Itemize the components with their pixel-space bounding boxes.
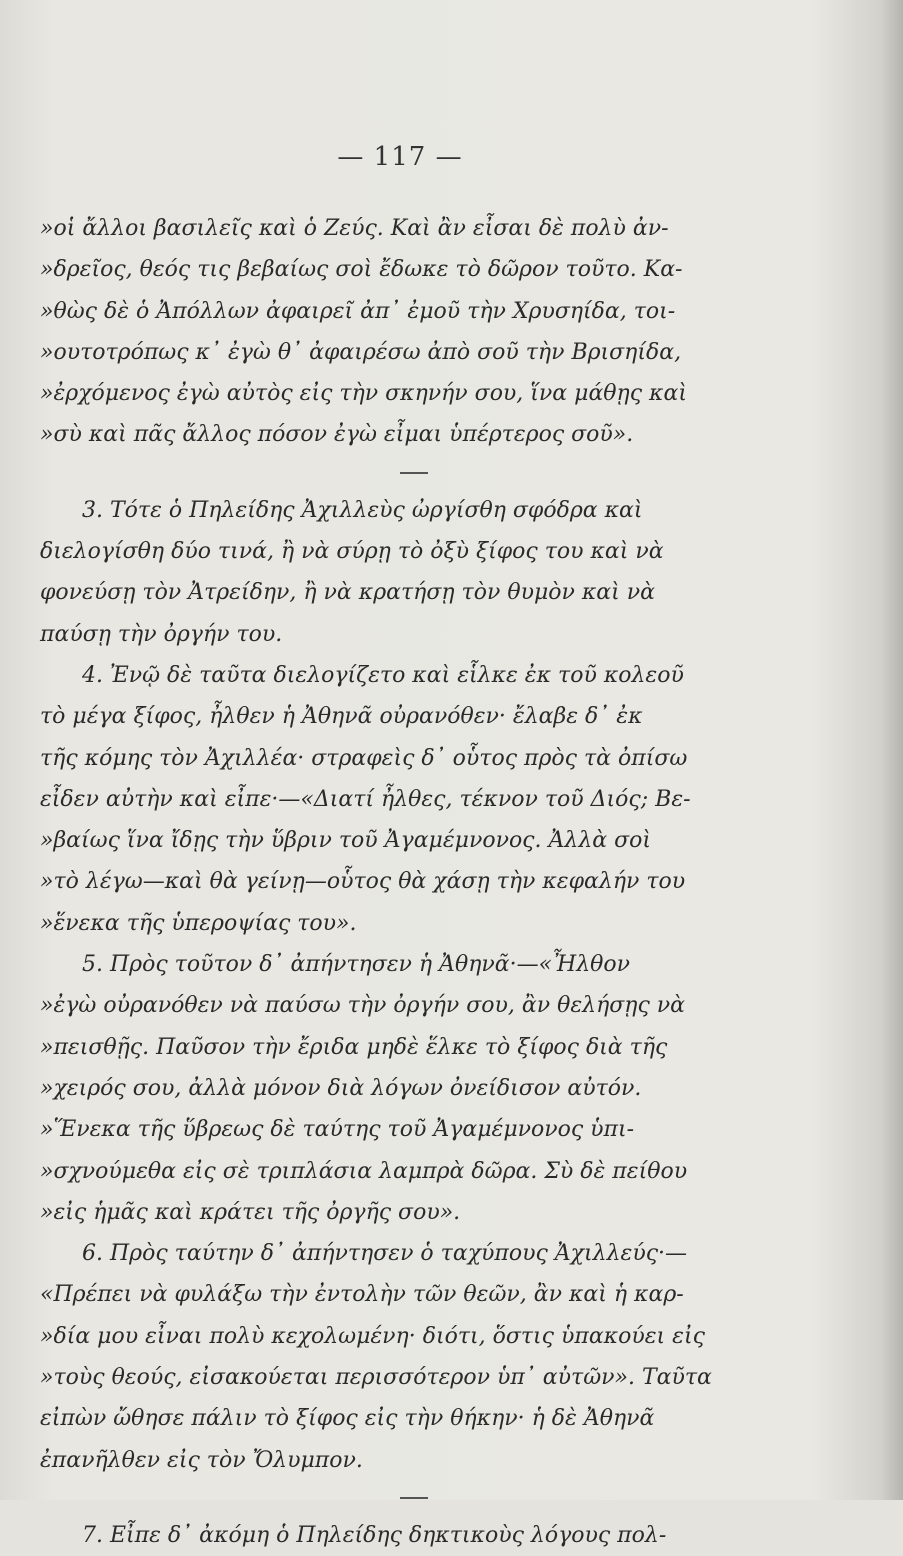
text-line: »σχνούμεθα εἰς σὲ τριπλάσια λαμπρὰ δῶρα. Σὺ δὲ πείθου — [40, 1158, 688, 1184]
text-line: ἐπανῆλθεν εἰς τὸν Ὄλυμπον. — [40, 1447, 363, 1473]
text-line: »ἕνεκα τῆς ὑπεροψίας του». — [40, 910, 357, 936]
text-line: »τὸ λέγω—καὶ θὰ γείνῃ—οὗτος θὰ χάσῃ τὴν κεφαλήν του — [40, 869, 686, 895]
text-line: »βαίως ἵνα ἴδῃς τὴν ὕβριν τοῦ Ἀγαμέμνονος. Ἀλλὰ σοὶ — [40, 828, 652, 854]
text-line: »δρεῖος, θεός τις βεβαίως σοὶ ἔδωκε τὸ δῶρον τοῦτο. Κα- — [40, 257, 683, 283]
text-line: 5. Πρὸς τοῦτον δ᾽ ἀπήντησεν ἡ Ἀθηνᾶ·—«Ἦλθον — [82, 952, 631, 978]
text-line: »εἰς ἡμᾶς καὶ κράτει τῆς ὀργῆς σου». — [40, 1199, 461, 1225]
text-line: »θὼς δὲ ὁ Ἀπόλλων ἀφαιρεῖ ἀπ᾽ ἐμοῦ τὴν Χρυσηίδα, τοι- — [40, 298, 676, 324]
text-line: εἰπὼν ὤθησε πάλιν τὸ ξίφος εἰς τὴν θήκην· ἡ δὲ Ἀθηνᾶ — [40, 1406, 655, 1432]
text-line: »ἐρχόμενος ἐγὼ αὐτὸς εἰς τὴν σκηνήν σου, ἵνα μάθῃς καὶ — [40, 381, 687, 407]
text-line: 4. Ἐνῷ δὲ ταῦτα διελογίζετο καὶ εἷλκε ἐκ τοῦ κολεοῦ — [82, 662, 684, 688]
text-line: »δία μου εἶναι πολὺ κεχολωμένη· διότι, ὅστις ὑπακούει εἰς — [40, 1323, 705, 1349]
text-line: τὸ μέγα ξίφος, ἦλθεν ἡ Ἀθηνᾶ οὐρανόθεν· ἔλαβε δ᾽ ἐκ — [40, 704, 643, 730]
page-edge-shadow — [881, 0, 903, 1500]
page-number: — 117 — — [337, 142, 463, 172]
page-body — [40, 208, 760, 1556]
text-line: »Ἕνεκα τῆς ὕβρεως δὲ ταύτης τοῦ Ἀγαμέμνονος ὑπι- — [40, 1117, 635, 1143]
paragraph-speech-end — [40, 208, 760, 456]
text-line: »πεισθῇς. Παῦσον τὴν ἔριδα μηδὲ ἕλκε τὸ ξίφος διὰ τῆς — [40, 1034, 668, 1060]
paragraphs-3-to-6 — [40, 490, 760, 1481]
text-line: »ουτοτρόπως κ᾽ ἐγὼ θ᾽ ἀφαιρέσω ἀπὸ σοῦ τὴν Βρισηίδα, — [40, 339, 682, 365]
text-line: εἶδεν αὐτὴν καὶ εἶπε·—«Διατί ἦλθες, τέκνον τοῦ Διός; Βε- — [40, 786, 691, 812]
text-line: »ἐγὼ οὐρανόθεν νὰ παύσω τὴν ὀργήν σου, ἂν θελήσῃς νὰ — [40, 993, 686, 1019]
section-separator — [40, 1481, 760, 1515]
text-line: 7. Εἶπε δ᾽ ἀκόμη ὁ Πηλείδης δηκτικοὺς λόγους πολ- — [82, 1522, 667, 1548]
text-line: »χειρός σου, ἀλλὰ μόνον διὰ λόγων ὀνείδισον αὐτόν. — [40, 1075, 642, 1101]
text-line: 6. Πρὸς ταύτην δ᾽ ἀπήντησεν ὁ ταχύπους Ἀχιλλεύς·— — [82, 1241, 688, 1267]
text-line: »οἱ ἄλλοι βασιλεῖς καὶ ὁ Ζεύς. Καὶ ἂν εἶσαι δὲ πολὺ ἀν- — [40, 216, 669, 241]
text-line: παύσῃ τὴν ὀργήν του. — [40, 621, 283, 647]
text-line: διελογίσθη δύο τινά, ἢ νὰ σύρῃ τὸ ὀξὺ ξίφος του καὶ νὰ — [40, 539, 664, 565]
text-line: τῆς κόμης τὸν Ἀχιλλέα· στραφεὶς δ᾽ οὗτος πρὸς τὰ ὀπίσω — [40, 745, 688, 771]
text-line: »τοὺς θεούς, εἰσακούεται περισσότερον ὑπ᾽ αὐτῶν». Ταῦτα — [40, 1365, 712, 1391]
text-line: φονεύσῃ τὸν Ἀτρείδην, ἢ νὰ κρατήσῃ τὸν θυμὸν καὶ νὰ — [40, 580, 655, 606]
section-separator — [40, 456, 760, 490]
text-line: 3. Τότε ὁ Πηλείδης Ἀχιλλεὺς ὠργίσθη σφόδρα καὶ — [82, 497, 643, 523]
paragraph-7-start — [40, 1515, 760, 1556]
text-line: »σὺ καὶ πᾶς ἄλλος πόσον ἐγὼ εἶμαι ὑπέρτερος σοῦ». — [40, 422, 634, 448]
text-line: «Πρέπει νὰ φυλάξω τὴν ἐντολὴν τῶν θεῶν, ἂν καὶ ἡ καρ- — [40, 1282, 684, 1308]
